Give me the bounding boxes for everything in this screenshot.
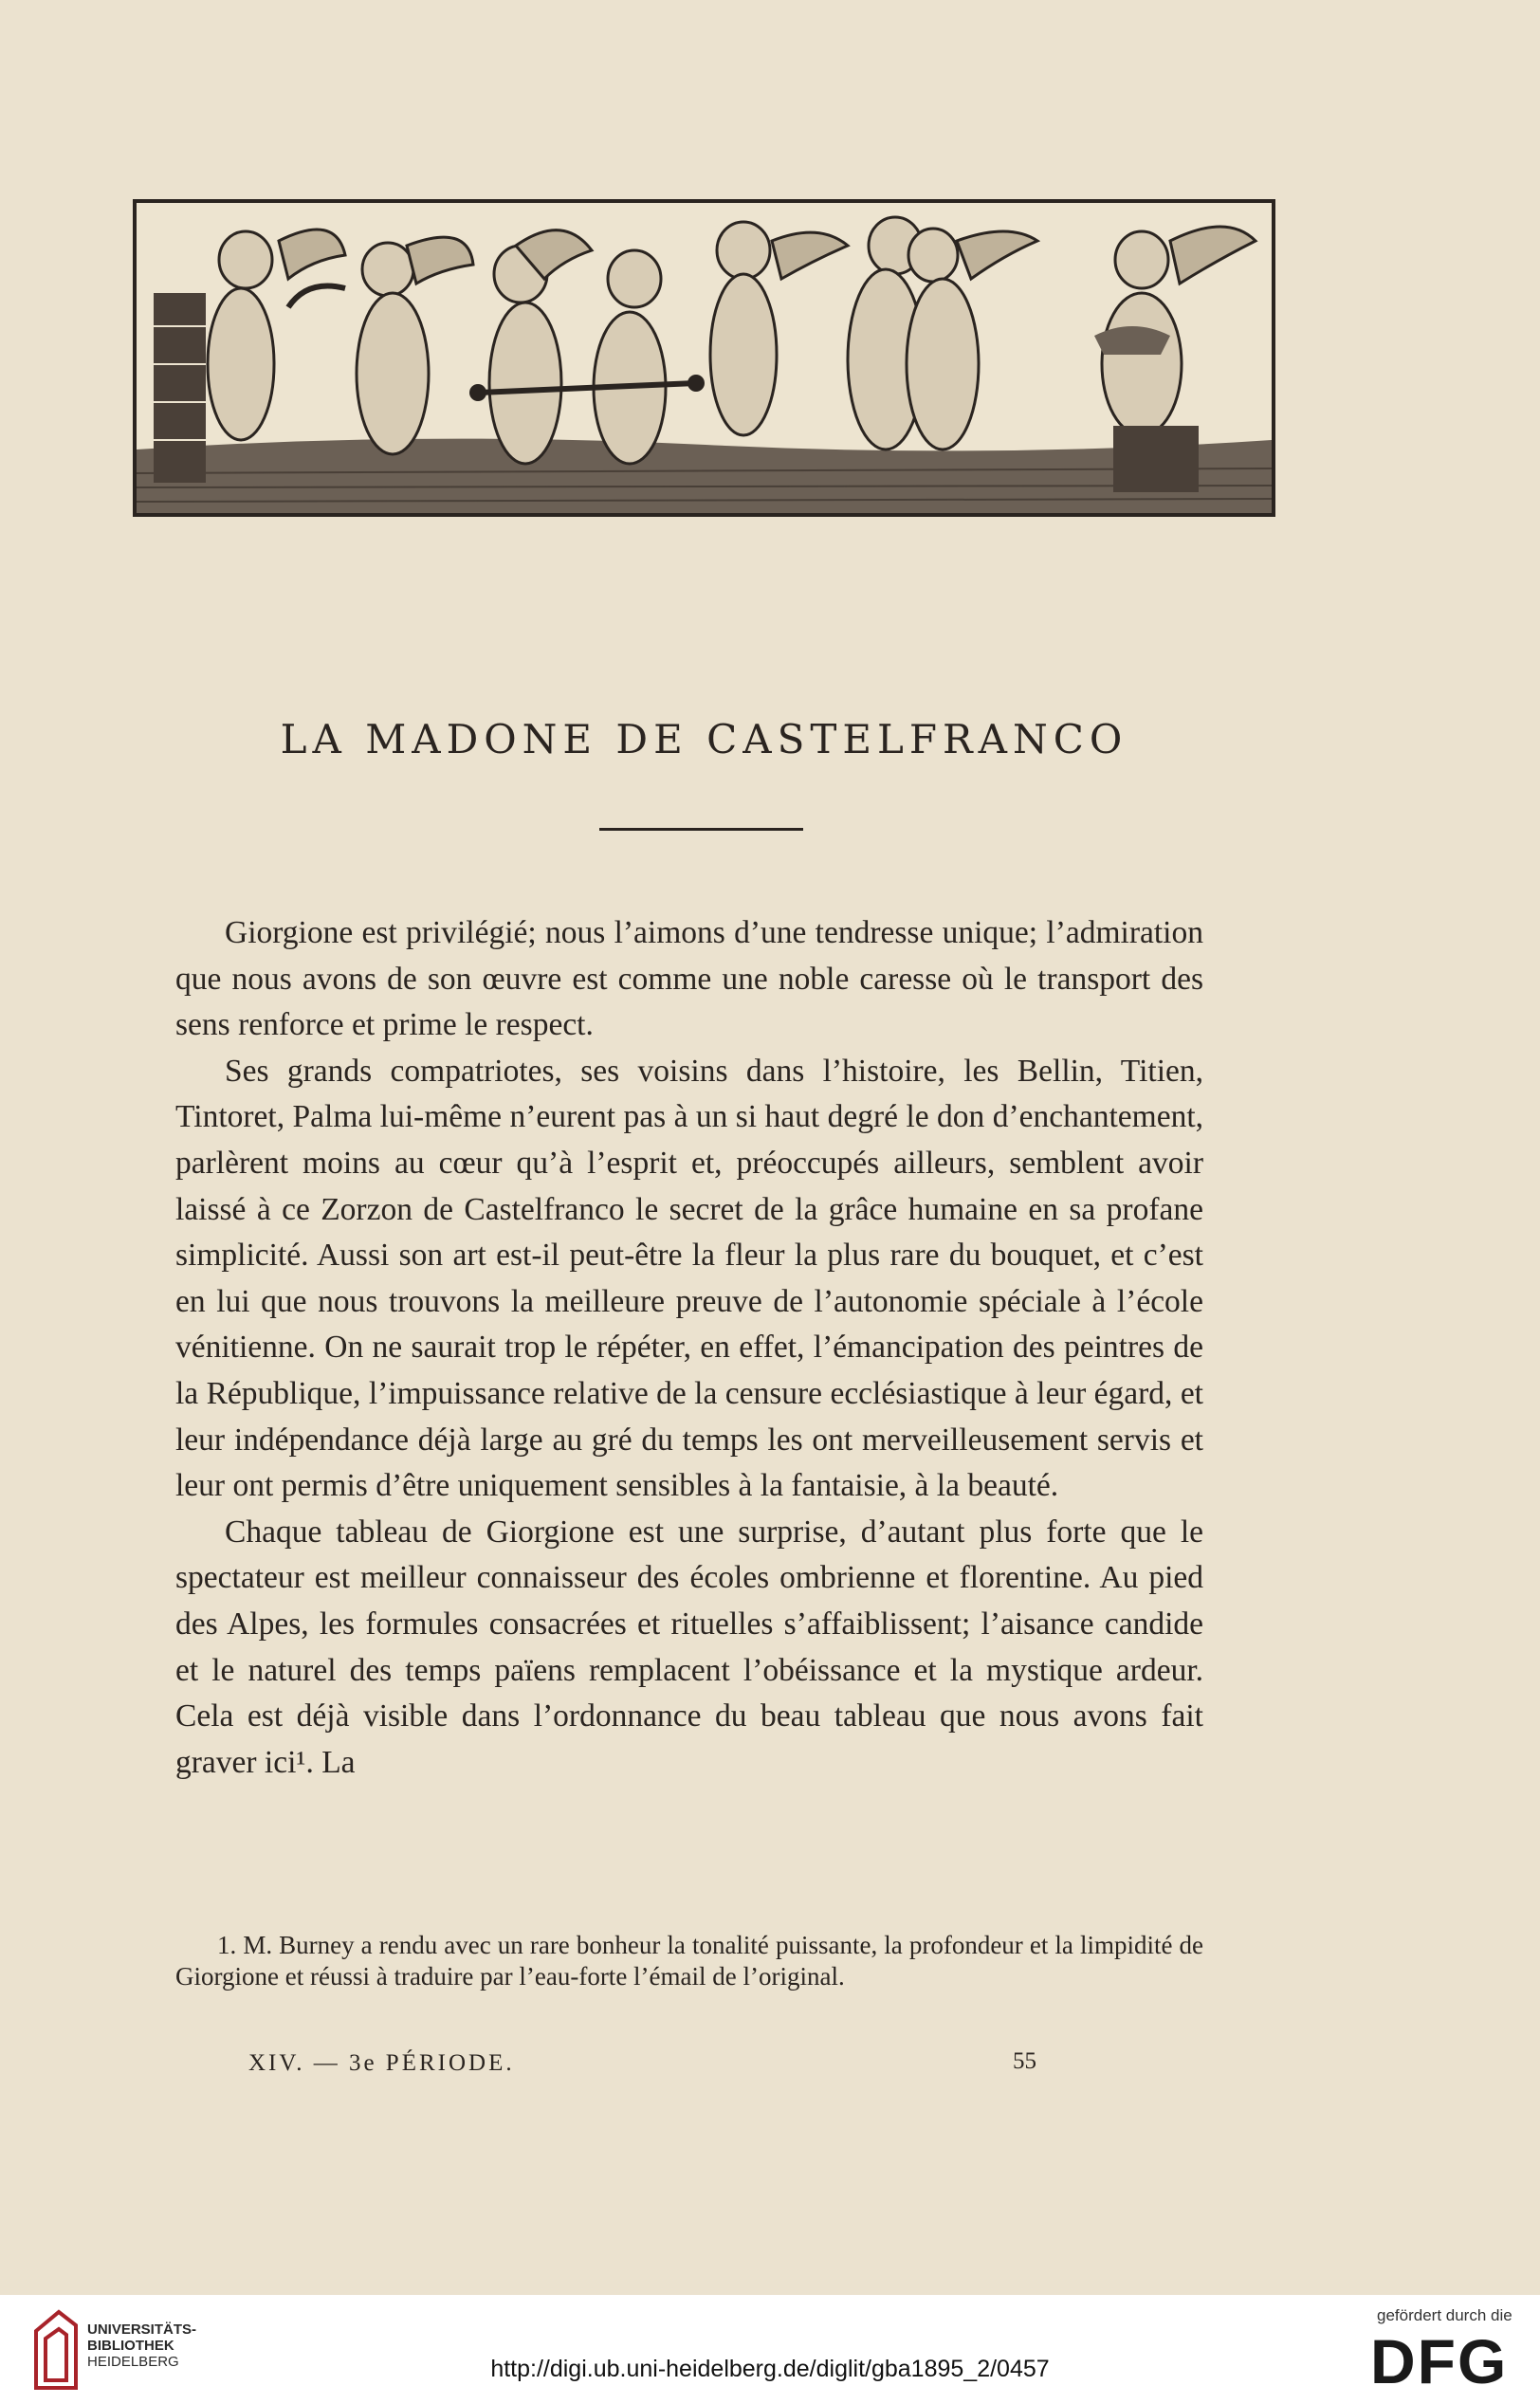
footnote: 1. M. Burney a rendu avec un rare bonheur la tonalité puissante, la profondeur et la limpidité de Giorgione et réussi à traduire par l’eau-forte l’émail de l’original. xyxy=(175,1931,1203,1991)
permalink-url[interactable]: http://digi.ub.uni-heidelberg.de/diglit/gba1895_2/0457 xyxy=(490,2356,1050,2382)
signature-mark: XIV. — 3e PÉRIODE. xyxy=(248,2050,515,2076)
library-name-line: HEIDELBERG xyxy=(87,2354,179,2370)
engraving-putti-frieze xyxy=(133,199,1275,517)
article-body xyxy=(175,910,1203,1786)
paragraph: Giorgione est privilégié; nous l’aimons d’une tendresse unique; l’admiration que nous avons de son œuvre est comme une noble caresse où le transport des sens renforce et prime le respect. xyxy=(175,915,1203,1043)
paragraph: Chaque tableau de Giorgione est une surprise, d’autant plus forte que le spectateur est meilleur connaisseur des écoles ombrienne et florentine. Au pied des Alpes, les formules consacrées et rituelles s’affaiblissent; l’aisance candide et le naturel des temps païens remplacent l’obéissance et la mystique ardeur. Cela est déjà visible dans l’ordonnance du beau tableau que nous avons fait graver ici¹. La xyxy=(175,1514,1203,1780)
title-divider xyxy=(599,828,803,831)
paragraph: Ses grands compatriotes, ses voisins dans l’histoire, les Bellin, Titien, Tintoret, Palma lui-même n’eurent pas à un si haut degré le don d’enchantement, parlèrent moins au cœur qu’à l’esprit et, préoccupés ailleurs, semblent avoir laissé à ce Zorzon de Castelfranco le secret de la grâce humaine en sa profane simplicité. Aussi son art est-il peut-être la fleur la plus rare du bouquet, et c’est en lui que nous trouvons la meilleure preuve de l’autonomie spéciale à l’école vénitienne. On ne saurait trop le répéter, en effet, l’émancipation des peintres de la République, l’impuissance relative de la censure ecclésiastique à leur égard, et leur indépendance déjà large au gré du temps les ont merveilleusement servis et leur ont permis d’être uniquement sensibles à la fantaisie, à la beauté. xyxy=(175,1053,1203,1504)
viewer-footer xyxy=(0,2295,1540,2404)
library-name-line: UNIVERSITÄTS- xyxy=(87,2321,197,2338)
article-title: LA MADONE DE CASTELFRANCO xyxy=(280,716,1128,762)
library-name-line: BIBLIOTHEK xyxy=(87,2338,174,2354)
page-number: 55 xyxy=(1013,2048,1036,2074)
funded-by-text: gefördert durch die xyxy=(1377,2306,1512,2324)
dfg-logo: DFG xyxy=(1370,2326,1509,2396)
